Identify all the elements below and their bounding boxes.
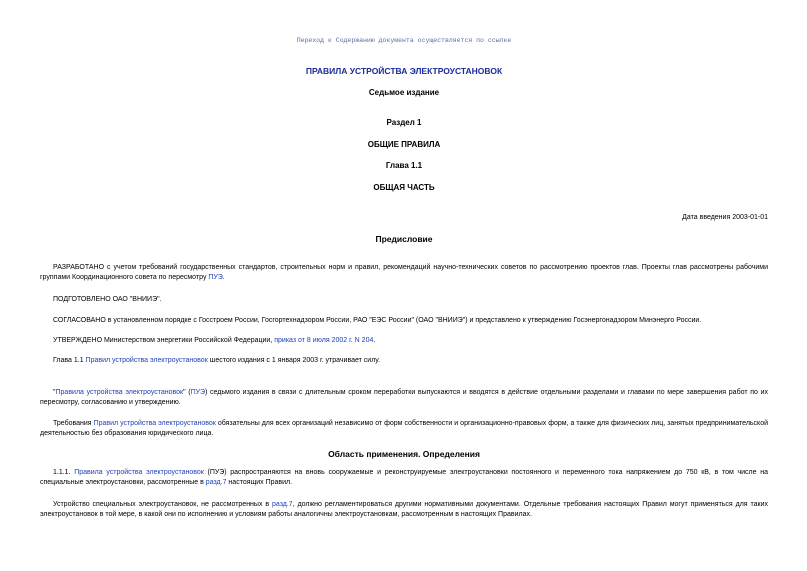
paragraph-text: , должно регламентироваться другими нормативными документами. Отдельные требования настоящих Правил могут применяться для таких электроустановок в той мере, в какой они по исполнению и условиям работы аналогичны электроустановкам, рассмотренным в настоящих Правилах. [40, 501, 768, 518]
paragraph-special-installations [40, 500, 768, 520]
pue-link[interactable]: ПУЭ [190, 389, 205, 396]
paragraph-text: " [53, 389, 56, 396]
paragraph-text: настоящих Правил. [226, 479, 293, 486]
chapter-name-heading: ОБЩАЯ ЧАСТЬ [373, 183, 435, 192]
section-7-link[interactable]: разд.7 [205, 479, 227, 486]
paragraph-text: 1.1.1. [53, 469, 75, 476]
paragraph-text: Глава 1.1 [53, 357, 86, 364]
paragraph-text: РАЗРАБОТАНО с учетом требований государственных стандартов, строительных норм и правил, рекомендаций научно-технических советов по рассмотрению проектов глав. Проекты глав рассмотрены рабочими группами Координационного совета по пересмотру [40, 264, 768, 281]
paragraph-text: . [373, 337, 376, 344]
paragraph-1-1-1 [40, 468, 768, 488]
pue-link[interactable]: ПУЭ [208, 274, 223, 281]
paragraph-text: ) седьмого издания в связи с длительным сроком переработки выпускаются и вводятся в действие отдельными разделами и главами по мере завершения работ по их пересмотру, согласованию и утверждению. [40, 389, 768, 406]
chapter-heading: Глава 1.1 [385, 161, 423, 170]
paragraph-text: обязательны для всех организаций независимо от форм собственности и организационно-правовых форм, а также для физических лиц, занятых предпринимательской деятельностью без образования юридического лица. [40, 420, 769, 437]
paragraph-text: . [222, 274, 225, 281]
paragraph-text: (ПУЭ) распространяются на вновь сооружаемые и реконструируемые электроустановки постоянного и переменного тока напряжением до 750 кВ, в том числе на специальные электроустановки, рассмотренные в [40, 469, 768, 486]
rules-link[interactable]: Правила устройства электроустановок [55, 389, 184, 396]
order-link[interactable]: приказ от 8 июля 2002 г. N 204 [274, 337, 374, 344]
effective-date: Дата введения 2003-01-01 [682, 214, 768, 221]
section-name-heading: ОБЩИЕ ПРАВИЛА [367, 140, 441, 149]
paragraph-developed [40, 263, 768, 283]
paragraph-agreed: СОГЛАСОВАНО в установленном порядке с Госстроем России, Госгортехнадзором России, РАО "ЕЭС России" (ОАО "ВНИИЭ") и представлено к утверждению Госэнергонадзором Минэнерго России. [53, 317, 702, 324]
preface-title: Предисловие [375, 234, 433, 244]
paragraph-text: шестого издания с 1 января 2003 г. утрачивает силу. [207, 357, 381, 364]
rules-link[interactable]: Правила устройства электроустановок [74, 469, 204, 476]
paragraph-prepared: ПОДГОТОВЛЕНО ОАО "ВНИИЭ". [53, 296, 162, 303]
edition-heading: Седьмое издание [368, 88, 440, 97]
paragraph-chapter-void [40, 356, 768, 366]
rules-link[interactable]: Правил устройства электроустановок [93, 420, 216, 427]
scope-title: Область применения. Определения [328, 449, 480, 459]
paragraph-text: Требования [53, 420, 94, 427]
section-7-link[interactable]: разд.7 [272, 501, 293, 508]
contents-notice-link[interactable]: Переход к Содержанию документа осуществляется по ссылке [296, 37, 512, 44]
rules-link[interactable]: Правил устройства электроустановок [85, 357, 208, 364]
section-heading: Раздел 1 [386, 118, 422, 127]
paragraph-approved [40, 336, 768, 346]
paragraph-text: " ( [183, 389, 191, 396]
paragraph-edition-notice [40, 388, 768, 408]
document-title: ПРАВИЛА УСТРОЙСТВА ЭЛЕКТРОУСТАНОВОК [305, 66, 503, 76]
paragraph-text: УТВЕРЖДЕНО Министерством энергетики Российской Федерации, [53, 337, 275, 344]
paragraph-requirements [40, 419, 768, 439]
paragraph-text: Устройство специальных электроустановок, не рассмотренных в [53, 501, 273, 508]
